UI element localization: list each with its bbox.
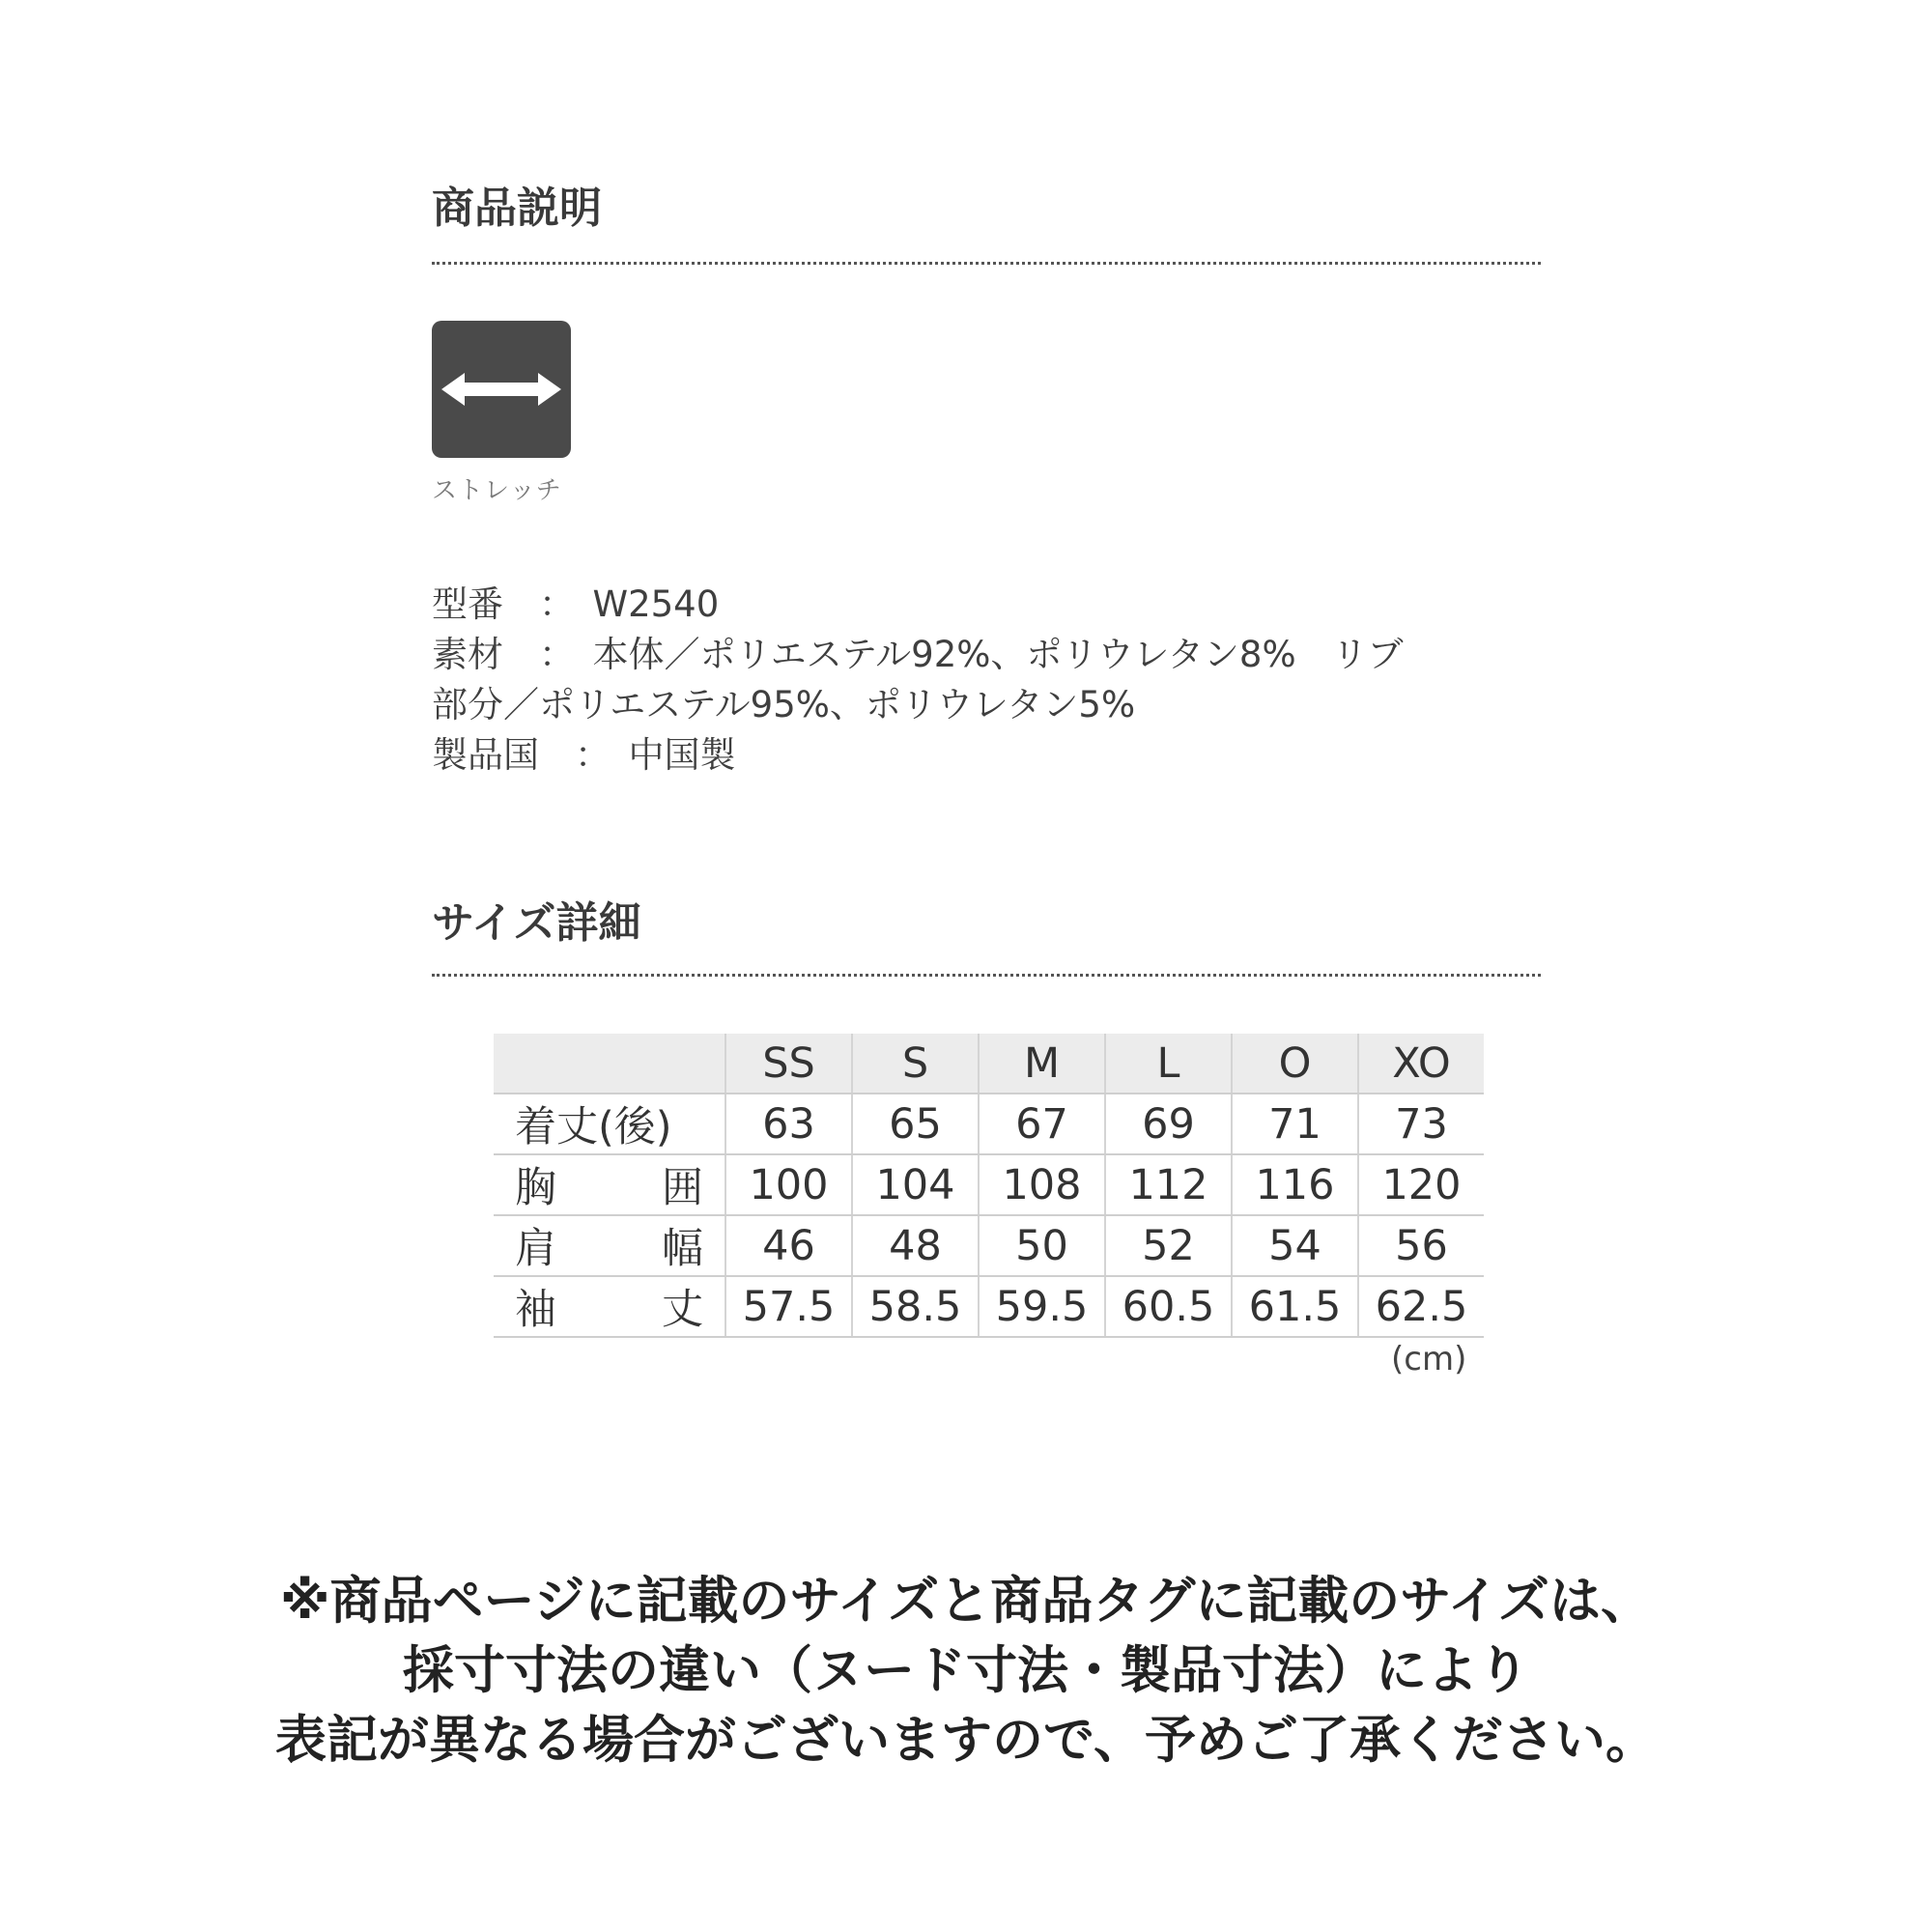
table-cell: 58.5: [852, 1276, 979, 1337]
table-corner-cell: [494, 1034, 725, 1094]
table-cell: 112: [1105, 1154, 1232, 1215]
table-cell: 56: [1358, 1215, 1484, 1276]
spec-material-cont: 部分／ポリエステル95%、ポリウレタン5%: [432, 684, 1136, 725]
table-cell: 104: [852, 1154, 979, 1215]
table-cell: 73: [1358, 1094, 1484, 1154]
table-row: [494, 1215, 1484, 1276]
spec-block: [432, 580, 1543, 781]
row-label-char: 袖: [515, 1286, 556, 1334]
notice-line: 採寸寸法の違い（ヌード寸法・製品寸法）により: [403, 1641, 1529, 1700]
table-cell: 67: [979, 1094, 1105, 1154]
unit-label: (cm): [1391, 1340, 1467, 1378]
table-header-row: [494, 1034, 1484, 1094]
table-cell: 50: [979, 1215, 1105, 1276]
size-notice: [0, 1567, 1932, 1776]
size-header: XO: [1358, 1034, 1484, 1094]
table-cell: 100: [725, 1154, 852, 1215]
row-label-char: 幅: [662, 1225, 703, 1273]
product-description-heading: 商品説明: [432, 184, 602, 233]
size-header: O: [1232, 1034, 1358, 1094]
table-cell: 116: [1232, 1154, 1358, 1215]
row-label-char: 丈: [662, 1286, 703, 1334]
table-cell: 120: [1358, 1154, 1484, 1215]
stretch-icon: [432, 321, 571, 458]
size-detail-heading: サイズ詳細: [432, 898, 641, 948]
table-row: [494, 1276, 1484, 1337]
size-header: SS: [725, 1034, 852, 1094]
table-row: [494, 1154, 1484, 1215]
table-cell: 61.5: [1232, 1276, 1358, 1337]
spec-model-number: 型番 ： W2540: [432, 583, 720, 625]
table-cell: 52: [1105, 1215, 1232, 1276]
table-row: [494, 1094, 1484, 1154]
size-header: L: [1105, 1034, 1232, 1094]
notice-line: 表記が異なる場合がございますので、予めご了承ください。: [275, 1711, 1657, 1770]
size-table: [494, 1034, 1484, 1338]
stretch-label: ストレッチ: [432, 476, 562, 505]
table-cell: 71: [1232, 1094, 1358, 1154]
dotted-divider: [432, 974, 1541, 977]
table-cell: 108: [979, 1154, 1105, 1215]
dotted-divider: [432, 262, 1541, 265]
table-cell: 62.5: [1358, 1276, 1484, 1337]
size-header: S: [852, 1034, 979, 1094]
table-cell: 69: [1105, 1094, 1232, 1154]
row-label-char: 胸: [515, 1164, 556, 1212]
notice-line: ※商品ページに記載のサイズと商品タグに記載のサイズは、: [280, 1572, 1652, 1631]
table-cell: 59.5: [979, 1276, 1105, 1337]
row-label-char: 肩: [515, 1225, 556, 1273]
table-cell: 54: [1232, 1215, 1358, 1276]
row-label: 着丈(後): [515, 1103, 672, 1151]
table-cell: 60.5: [1105, 1276, 1232, 1337]
table-cell: 63: [725, 1094, 852, 1154]
spec-material: 素材 ： 本体／ポリエステル92%、ポリウレタン8% リブ: [432, 634, 1404, 675]
size-header: M: [979, 1034, 1105, 1094]
spec-country: 製品国 ： 中国製: [432, 734, 736, 776]
table-cell: 46: [725, 1215, 852, 1276]
table-cell: 65: [852, 1094, 979, 1154]
table-cell: 57.5: [725, 1276, 852, 1337]
row-label-char: 囲: [662, 1164, 703, 1212]
table-cell: 48: [852, 1215, 979, 1276]
